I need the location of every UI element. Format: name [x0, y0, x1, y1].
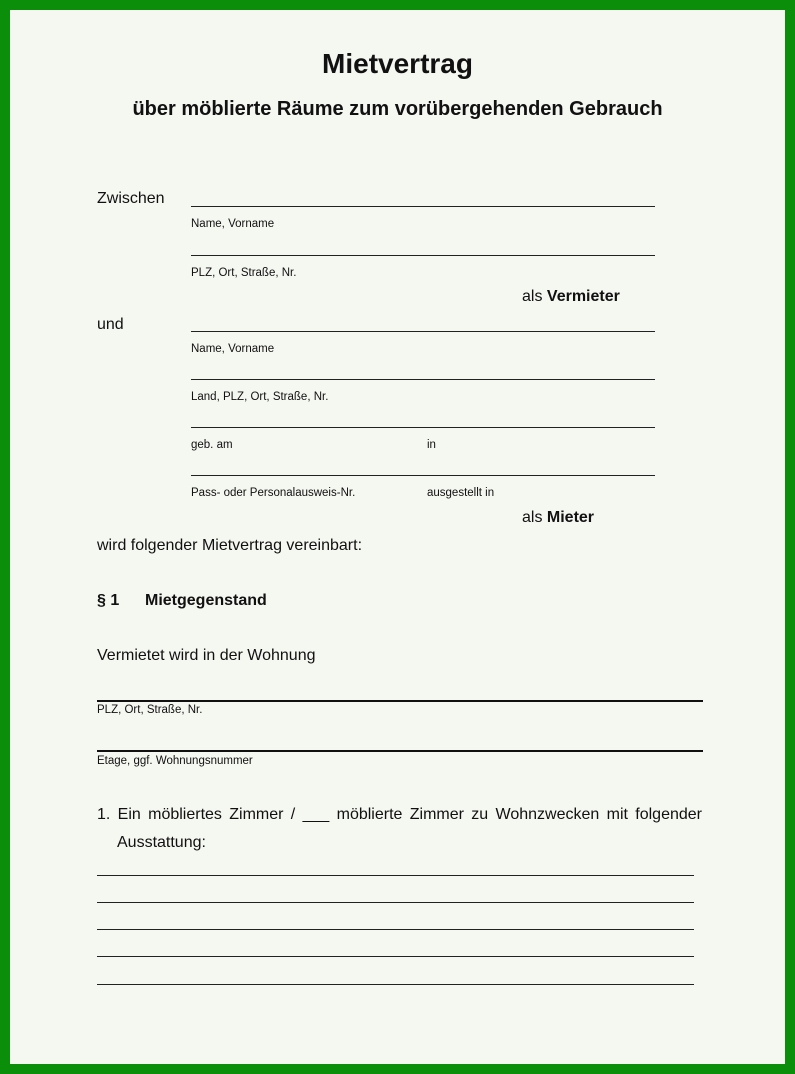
landlord-role-label: [522, 288, 620, 306]
equipment-line[interactable]: [97, 984, 694, 985]
rental-intro: Vermietet wird in der Wohnung: [97, 647, 316, 664]
apartment-address-caption: PLZ, Ort, Straße, Nr.: [97, 704, 203, 716]
apartment-address-line[interactable]: [97, 700, 703, 702]
section-heading: Mietgegenstand: [145, 592, 267, 609]
agreement-text: wird folgender Mietvertrag vereinbart:: [97, 537, 363, 554]
document-title: Mietvertrag: [322, 48, 473, 79]
floor-caption: Etage, ggf. Wohnungsnummer: [97, 755, 253, 767]
landlord-role: Vermieter: [546, 288, 620, 305]
tenant-passport-line[interactable]: [191, 475, 655, 476]
equipment-line[interactable]: [97, 875, 694, 876]
tenant-name-line[interactable]: [191, 331, 655, 332]
equipment-line[interactable]: [97, 956, 694, 957]
tenant-address-line[interactable]: [191, 379, 655, 380]
landlord-address-line[interactable]: [191, 255, 655, 256]
as-prefix: als: [522, 288, 543, 305]
landlord-name-caption: Name, Vorname: [191, 218, 275, 230]
equipment-line[interactable]: [97, 902, 694, 903]
passport-caption: Pass- oder Personalausweis-Nr.: [191, 487, 356, 499]
and-label: und: [97, 316, 124, 333]
birth-date-caption: geb. am: [191, 439, 233, 451]
issued-caption: ausgestellt in: [427, 487, 495, 499]
tenant-birth-line[interactable]: [191, 427, 655, 428]
birth-place-caption: in: [427, 439, 436, 451]
tenant-address-caption: Land, PLZ, Ort, Straße, Nr.: [191, 391, 329, 403]
as-prefix-tenant: als: [522, 509, 543, 526]
floor-line[interactable]: [97, 750, 703, 752]
item1-continuation: Ausstattung:: [117, 834, 206, 851]
tenant-name-caption: Name, Vorname: [191, 343, 275, 355]
between-label: Zwischen: [97, 190, 165, 207]
item1-text: 1. Ein möbliertes Zimmer / ___ möblierte Zimmer zu Wohnzwecken mit folgender: [97, 806, 702, 823]
document-subtitle: über möblierte Räume zum vorübergehenden Gebrauch: [132, 98, 663, 120]
tenant-role-label: [522, 509, 594, 527]
landlord-address-caption: PLZ, Ort, Straße, Nr.: [191, 267, 297, 279]
landlord-name-line[interactable]: [191, 206, 655, 207]
equipment-line[interactable]: [97, 929, 694, 930]
section-number: § 1: [97, 592, 120, 609]
tenant-role: Mieter: [546, 509, 595, 526]
